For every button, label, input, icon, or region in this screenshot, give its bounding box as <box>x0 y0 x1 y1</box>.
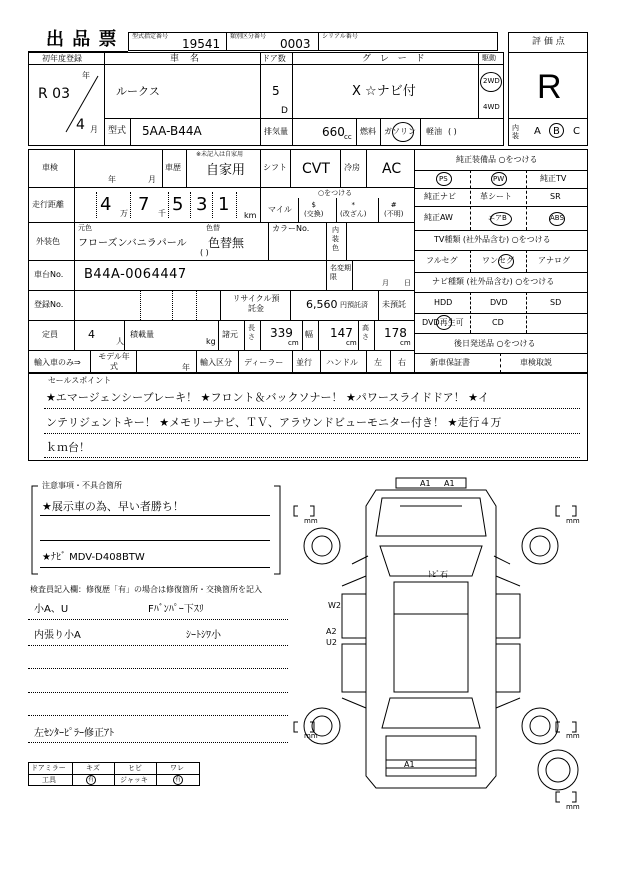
color-paren: ( ) <box>200 248 209 257</box>
shift: CVT <box>302 161 330 177</box>
hei: 178 <box>384 326 407 340</box>
diag-u2: U2 <box>326 638 337 647</box>
model-year-label: モデル年式 <box>98 352 130 371</box>
equip-aw: 純正AW <box>424 213 453 222</box>
navi-dvd: DVD <box>490 298 508 307</box>
right: 右 <box>398 358 406 367</box>
cap-unit: 人 <box>116 337 124 346</box>
recycle: 6,560 <box>306 298 338 311</box>
mileage-sen: 千 <box>158 209 166 218</box>
mile-label: マイル <box>268 205 292 214</box>
mileage-digit-5: 1 <box>218 194 230 215</box>
cap: 4 <box>88 328 95 341</box>
tv-title: TV種類 (社外品含む) ○をつける <box>434 235 551 244</box>
first-reg-month: 4 <box>76 117 85 133</box>
diag-mm-3: mm <box>304 732 318 740</box>
tv-fullseg: フルセグ <box>426 256 458 265</box>
mileage-digit-4: 3 <box>196 194 208 215</box>
doors: 5 <box>272 84 280 98</box>
unknown-label: # (不明) <box>384 201 404 218</box>
legend-scratch: キズ <box>86 764 100 772</box>
load-unit: kg <box>206 337 216 346</box>
len-label: 長さ <box>248 324 255 341</box>
mileage-digit-3: 5 <box>172 194 184 215</box>
equip-pw: PW <box>493 175 505 183</box>
dealer: ディーラー <box>244 358 284 367</box>
mileage-note: ○をつける <box>318 189 353 197</box>
mileage-label: 走行距離 <box>32 200 64 209</box>
score-label: 評 価 点 <box>532 37 565 47</box>
disp: 660 <box>322 125 345 139</box>
diag-a1-right: A1 <box>444 479 455 488</box>
diag-a1-rear: A1 <box>404 760 415 769</box>
notes-bracket <box>28 480 290 580</box>
sales-line-3: ｋｍ台！ <box>46 441 90 454</box>
mileage-km: km <box>244 211 257 220</box>
model: 5AA-B44A <box>142 124 202 138</box>
history-note: ※未記入は自家用 <box>196 151 244 158</box>
later-warranty: 新車保証書 <box>430 358 470 367</box>
diag-w2: W2 <box>328 601 341 610</box>
swap-label: $ (交換) <box>304 201 324 218</box>
finding-1b: Fﾊﾞﾝﾊﾟｰ下ｽﾘ <box>148 604 204 615</box>
color-label: 外装色 <box>36 237 60 246</box>
mileage-digit-2: 7 <box>138 194 150 215</box>
navi-sd: SD <box>550 298 562 307</box>
nc-month: 月 <box>382 279 389 287</box>
disp-label: 排気量 <box>264 127 288 136</box>
navi-title: ナビ種類 (社外品含む) ○をつける <box>432 277 555 286</box>
finding-1a: 小A、U <box>34 604 69 615</box>
finding-2a: 内張り小A <box>34 630 81 641</box>
first-reg-label: 初年度登録 <box>42 54 82 63</box>
model-label: 型式 <box>108 126 127 136</box>
grade-label: グ レ ー ド <box>362 54 428 64</box>
legend-mirror: ドアミラー <box>31 764 66 772</box>
mileage-man: 万 <box>120 209 128 218</box>
handle: ハンドル <box>326 358 358 367</box>
drive-4wd: 4WD <box>483 103 500 111</box>
fuel-label: 燃料 <box>360 127 376 136</box>
inspect-label: 車検 <box>42 163 58 172</box>
finding-3: 左ｾﾝﾀｰﾋﾟﾗｰ修正ｱﾄ <box>34 728 114 739</box>
fuel-gas: ガソリン <box>384 127 416 136</box>
len-unit: cm <box>288 339 299 347</box>
ac-label: 冷房 <box>344 163 360 172</box>
shift-label: シフト <box>263 163 287 172</box>
recycle-label: リサイクル預託金 <box>232 294 280 313</box>
tv-oneseg: ワンセグ <box>482 256 514 265</box>
equip-tv: 純正TV <box>540 174 567 183</box>
parallel: 並行 <box>296 358 312 367</box>
diag-mm-1: mm <box>304 517 318 525</box>
navi-dvd-play: DVD再生可 <box>422 318 464 327</box>
equip-abs: ABS <box>550 214 564 222</box>
doors-type: D <box>281 106 288 116</box>
type-no-label: 型式指定番号 <box>132 33 169 40</box>
drive-2wd: 2WD <box>483 77 500 85</box>
legend-jack-yes: 有 <box>175 776 182 783</box>
color: フローズンバニラパール <box>78 238 187 249</box>
wid: 147 <box>330 326 353 340</box>
nc-day: 日 <box>404 279 411 287</box>
navi-hdd: HDD <box>434 298 453 307</box>
notes-line-2: ★ﾅﾋﾞ MDV-D408BTW <box>42 552 145 563</box>
wid-label: 幅 <box>305 330 313 339</box>
legend-tools: 工具 <box>42 776 56 784</box>
orig-color-label: 元色 <box>78 224 92 232</box>
altered-label: * (改ざん) <box>340 201 367 218</box>
chassis: B44A-0064447 <box>84 267 187 282</box>
interior-c: C <box>573 126 580 137</box>
reg-label: 登録No. <box>34 300 64 309</box>
color-change: 色替無 <box>208 236 245 250</box>
recycle-unit: 円預託済 <box>340 301 368 309</box>
month-mark: 月 <box>90 125 98 134</box>
score-value: R <box>537 68 562 106</box>
legend-crack: ヒビ <box>128 764 142 772</box>
diag-a2: A2 <box>326 627 337 636</box>
finding-2b: ｼｰﾄｼﾜ小 <box>186 630 221 641</box>
equip-ps: PS <box>439 175 448 183</box>
wid-unit: cm <box>346 339 357 347</box>
equip-sr: SR <box>550 192 561 201</box>
diag-a1-left: A1 <box>420 479 431 488</box>
chassis-label: 車台No. <box>34 270 64 279</box>
class-no-label: 類別区分番号 <box>230 33 267 40</box>
car-name: ルークス <box>116 85 160 98</box>
year-mark: 年 <box>82 71 90 80</box>
later-manual: 車検取説 <box>520 358 552 367</box>
inspector-label: 検査員記入欄：修復歴「有」の場合は修復箇所・交換箇所を記入 <box>30 585 262 594</box>
equip-leather: 革シート <box>480 192 512 201</box>
diag-mm-2: mm <box>566 517 580 525</box>
interior-label: 内装 <box>512 124 519 140</box>
legend-break: ワレ <box>170 764 184 772</box>
legend-jack: ジャッキ <box>120 776 148 784</box>
interior-b: B <box>553 126 560 137</box>
equip-title: 純正装備品 ○をつける <box>456 155 538 164</box>
navi-cd: CD <box>492 318 504 327</box>
inspect-year: 年 <box>108 175 116 184</box>
grade: X ☆ナビ付 <box>352 84 416 99</box>
disp-unit: cc <box>344 133 352 141</box>
color-no-label: カラーNo. <box>272 224 310 233</box>
history-label: 車歴 <box>165 163 181 172</box>
doors-label: ドア数 <box>262 54 286 63</box>
class-no: 0003 <box>280 37 311 51</box>
history: 自家用 <box>206 163 246 178</box>
form-title: 出 品 票 <box>46 29 118 50</box>
import-label: 輸入車のみ⇒ <box>34 358 81 367</box>
int-color-label: 内装色 <box>332 226 339 252</box>
left: 左 <box>374 358 382 367</box>
size-label: 諸元 <box>222 330 238 339</box>
sales-line-2: ンテリジェントキー！ ★メモリーナビ、ＴＶ、アラウンドビューモニター付き！ ★走行４万 <box>46 416 502 429</box>
fuel-light: 軽油 <box>426 127 442 136</box>
mileage-digit-1: 4 <box>100 194 112 215</box>
diag-stone: ﾄﾋﾞ石 <box>428 570 448 579</box>
notes-label: 注意事項・不具合箇所 <box>42 481 122 490</box>
sales-line-1: ★エマージェンシーブレーキ！ ★フロント＆バックソナー！ ★パワースライドドア！ ★イ <box>46 391 490 404</box>
fuel-other: ( ) <box>448 127 457 136</box>
legend-tools-yes: 有 <box>88 776 95 783</box>
len: 339 <box>270 326 293 340</box>
tv-analog: アナログ <box>538 256 570 265</box>
first-reg-era: R 03 <box>38 86 70 102</box>
model-year-unit: 年 <box>182 363 190 372</box>
diag-mm-5: mm <box>566 803 580 811</box>
interior-a: A <box>534 126 541 137</box>
sales-label: セールスポイント <box>48 376 112 385</box>
import-type-label: 輸入区分 <box>200 358 232 367</box>
notes-line-1: ★展示車の為、早い者勝ち！ <box>42 500 184 513</box>
load-label: 積載量 <box>130 330 154 339</box>
cap-label: 定員 <box>42 330 58 339</box>
car-name-label: 車 名 <box>170 54 203 64</box>
inspect-month: 月 <box>148 175 156 184</box>
diag-mm-4: mm <box>566 732 580 740</box>
serial-label: シリアル番号 <box>322 33 358 40</box>
color-change-label: 色替 <box>206 224 220 232</box>
later-title: 後日発送品 ○をつける <box>454 339 536 348</box>
type-no: 19541 <box>182 37 221 51</box>
equip-airbag: エアB <box>488 214 507 222</box>
drive-label: 駆動 <box>482 54 496 62</box>
hei-unit: cm <box>400 339 411 347</box>
recycle-no: 未預託 <box>382 300 406 309</box>
ac: AC <box>382 161 402 177</box>
hei-label: 高さ <box>362 324 369 341</box>
namechange-label: 名変期限 <box>330 264 351 281</box>
equip-navi: 純正ナビ <box>424 192 456 201</box>
